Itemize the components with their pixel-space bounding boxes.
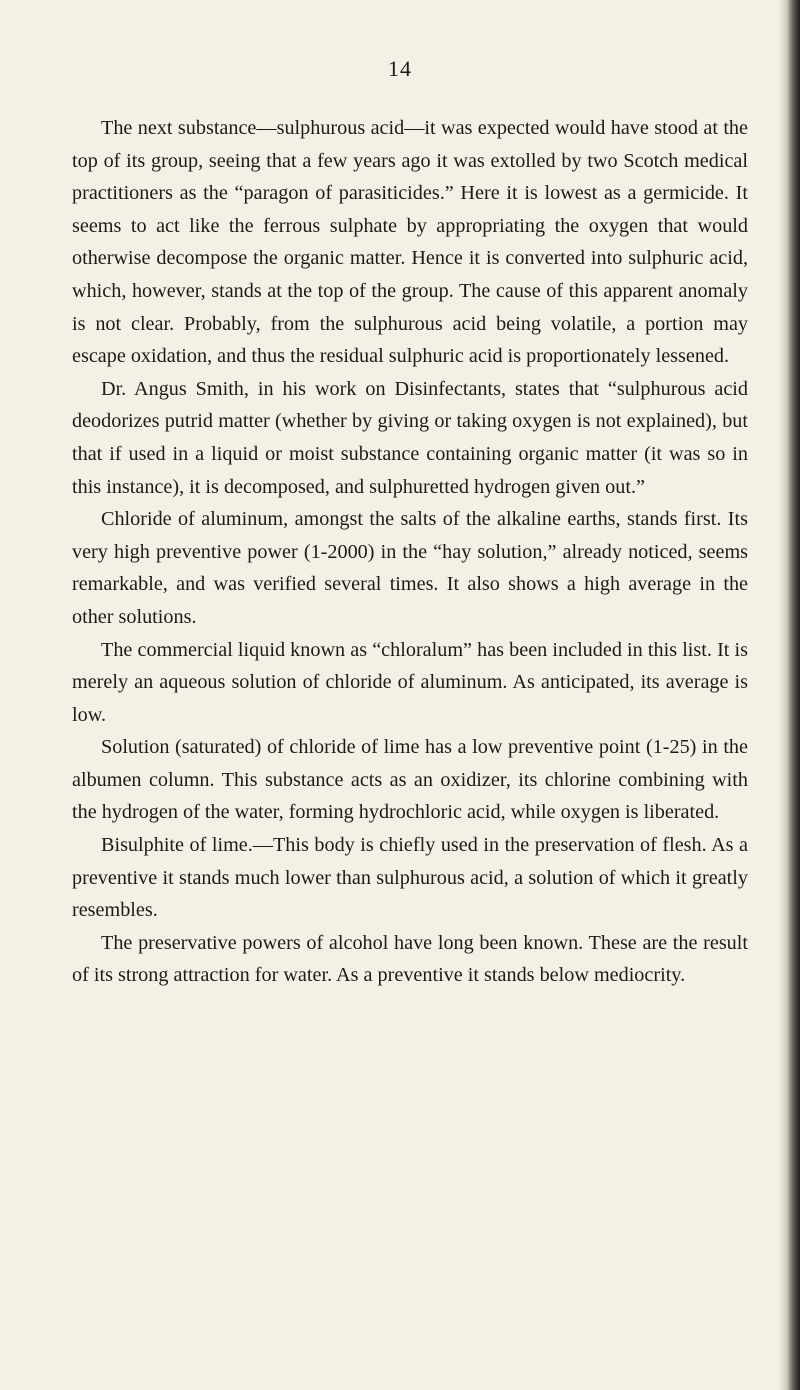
paragraph: Bisulphite of lime.—This body is chiefly used in the preservation of flesh. As a preventive it stands much lower than sulphurous acid, a solution of which it greatly resembles. xyxy=(72,834,748,922)
paragraph: Solution (saturated) of chloride of lime has a low preventive point (1-25) in the albumen column. This substance acts as an oxidizer, its chlorine combining with the hydrogen of the water, forming hydrochloric acid, while oxygen is liberated. xyxy=(72,736,748,824)
paragraph: The preservative powers of alcohol have long been known. These are the result of its strong attraction for water. As a preventive it stands below mediocrity. xyxy=(72,931,748,987)
paragraph: Chloride of aluminum, amongst the salts of the alkaline earths, stands first. Its very high preventive power (1-2000) in the “hay solution,” already noticed, seems remarkable, and was verified several times. It also shows a high average in the other solutions. xyxy=(72,508,748,628)
page-number: 14 xyxy=(388,56,412,81)
paragraph: The commercial liquid known as “chloralum” has been included in this list. It is merely an aqueous solution of chloride of aluminum. As anticipated, its average is low. xyxy=(72,638,748,726)
paragraph: The next substance—sulphurous acid—it was expected would have stood at the top of its group, seeing that a few years ago it was extolled by two Scotch medical practitioners as the “paragon of parasiticides.” Here it is lowest as a germicide. It seems to act like the ferrous sulphate by appropriating the oxygen that would otherwise decompose the organic matter. Hence it is converted into sulphuric acid, which, however, stands at the top of the group. The cause of this apparent anomaly is not clear. Probably, from the sulphurous acid being volatile, a portion may escape oxidation, and thus the residual sulphuric acid is proportionately lessened. xyxy=(72,117,748,368)
paragraph: Dr. Angus Smith, in his work on Disinfectants, states that “sulphurous acid deodorizes putrid matter (whether by giving or taking oxygen is not explained), but that if used in a liquid or moist substance containing organic matter (it was so in this instance), it is decomposed, and sulphuretted hydrogen given out.” xyxy=(72,377,748,498)
body-text xyxy=(72,112,748,992)
book-binding-edge xyxy=(778,0,800,1390)
